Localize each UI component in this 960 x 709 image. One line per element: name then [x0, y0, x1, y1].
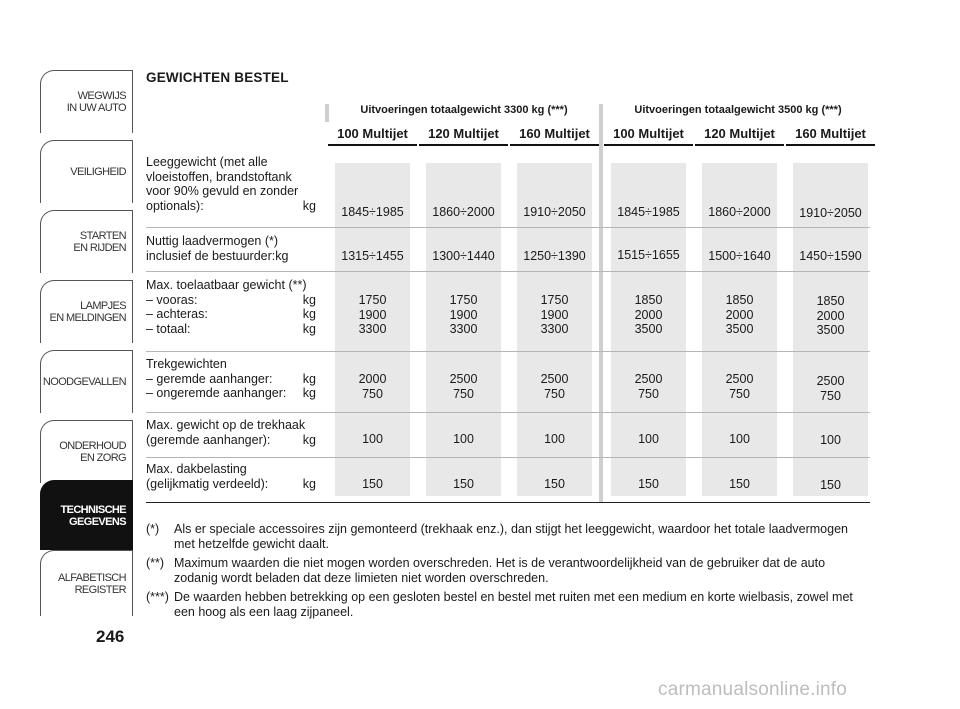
- footnote-mark: (***): [146, 590, 169, 604]
- group-divider-middle: [599, 104, 603, 502]
- group-header-3500: Uitvoeringen totaalgewicht 3500 kg (***): [634, 104, 842, 116]
- table-cell: 1910÷2050: [799, 206, 862, 220]
- footnote-mark: (*): [146, 522, 160, 536]
- row-label-nuttig-laadvermogen: Nuttig laadvermogen (*) inclusief de bestuurder:kg: [146, 234, 289, 263]
- footnote-text: Als er speciale accessoires zijn gemonteerd (trekhaak enz.), dan stijgt het leeggewicht, waardoor het totale laadvermogen met hetzelfde gewicht daalt.: [174, 522, 848, 551]
- footnote-text: Maximum waarden die niet mogen worden overschreden. Het is de verantwoordelijkheid van de gebruiker dat de auto zodanig wordt beladen dat deze limieten niet worden overschreden.: [174, 556, 826, 585]
- table-cell: 1750 1900 3300: [540, 293, 569, 336]
- page-number: 246: [96, 627, 125, 646]
- column-header: 160 Multijet: [786, 126, 875, 146]
- column-header: 120 Multijet: [419, 126, 508, 146]
- table-cell: 1750 1900 3300: [358, 293, 387, 336]
- table-cell: 2500 750: [634, 372, 663, 401]
- table-cell: 1850 2000 3500: [725, 293, 754, 336]
- tab-technische-gegevens[interactable]: TECHNISCHE GEGEVENS: [40, 480, 133, 550]
- table-cell: 100: [544, 432, 565, 446]
- table-cell: 1250÷1390: [523, 249, 586, 263]
- table-cell: 2500 750: [816, 374, 845, 403]
- column-header: 100 Multijet: [328, 126, 417, 146]
- footnote: [146, 556, 866, 586]
- table-cell: 1515÷1655: [617, 248, 680, 262]
- table-bottom-line: [146, 502, 870, 503]
- table-cell: 100: [362, 432, 383, 446]
- row-label-max-toelaatbaar-gewicht: Max. toelaatbaar gewicht (**) – vooras: kg – achteras: kg – totaal: kg: [146, 278, 316, 336]
- group-header-3300: Uitvoeringen totaalgewicht 3300 kg (***): [360, 104, 568, 116]
- row-label-leeggewicht: Leeggewicht (met alle vloeistoffen, brandstoftank voor 90% gevuld en zonder optionals): kg: [146, 155, 316, 213]
- table-cell: 100: [820, 433, 841, 447]
- table-cell: 2500 750: [540, 372, 569, 401]
- footnote: [146, 522, 866, 552]
- table-cell: 1750 1900 3300: [449, 293, 478, 336]
- table-cell: 1450÷1590: [799, 249, 862, 263]
- watermark: carmanualsonline.info: [658, 679, 848, 700]
- row-divider: [146, 271, 870, 272]
- row-divider: [146, 351, 870, 352]
- tab-onderhoud[interactable]: ONDERHOUD EN ZORG: [40, 420, 133, 483]
- footnote: [146, 590, 866, 620]
- row-divider: [146, 457, 870, 458]
- page-title: GEWICHTEN BESTEL: [146, 70, 289, 85]
- row-divider: [146, 227, 870, 228]
- table-cell: 150: [453, 477, 474, 491]
- table-cell: 1300÷1440: [432, 249, 495, 263]
- table-cell: 2500 750: [449, 372, 478, 401]
- footnotes: [146, 522, 866, 624]
- row-label-dakbelasting: Max. dakbelasting (gelijkmatig verdeeld): kg: [146, 462, 316, 491]
- column-header: 120 Multijet: [695, 126, 784, 146]
- row-label-trekgewichten: Trekgewichten – geremde aanhanger: kg – ongeremde aanhanger: kg: [146, 357, 316, 400]
- footnote-text: De waarden hebben betrekking op een gesloten bestel en bestel met ruiten met een medium en korte wielbasis, zowel met een hoog als een laag zijpaneel.: [174, 590, 853, 619]
- table-cell: 1910÷2050: [523, 205, 586, 219]
- table-cell: 1850 2000 3500: [634, 293, 663, 336]
- table-cell: 150: [362, 477, 383, 491]
- table-cell: 100: [453, 432, 474, 446]
- tab-starten[interactable]: STARTEN EN RIJDEN: [40, 210, 133, 273]
- row-divider: [146, 412, 870, 413]
- table-cell: 100: [729, 432, 750, 446]
- tab-lampjes[interactable]: LAMPJES EN MELDINGEN: [40, 280, 133, 343]
- table-cell: 150: [729, 477, 750, 491]
- table-cell: 1850 2000 3500: [816, 294, 845, 337]
- tab-wegwijs[interactable]: WEGWIJS IN UW AUTO: [40, 70, 133, 133]
- column-header: 160 Multijet: [510, 126, 599, 146]
- table-cell: 2500 750: [725, 372, 754, 401]
- table-cell: 1845÷1985: [341, 205, 404, 219]
- table-cell: 150: [820, 478, 841, 492]
- table-cell: 100: [638, 432, 659, 446]
- column-header: 100 Multijet: [604, 126, 693, 146]
- table-cell: 150: [544, 477, 565, 491]
- footnote-mark: (**): [146, 556, 165, 570]
- table-cell: 1860÷2000: [432, 205, 495, 219]
- table-cell: 1500÷1640: [708, 249, 771, 263]
- group-divider-left: [325, 104, 329, 122]
- tab-noodgevallen[interactable]: NOODGEVALLEN: [40, 350, 133, 413]
- table-cell: 150: [638, 477, 659, 491]
- table-cell: 1845÷1985: [617, 205, 680, 219]
- tab-veiligheid[interactable]: VEILIGHEID: [40, 140, 133, 203]
- table-cell: 1315÷1455: [341, 249, 404, 263]
- table-cell: 2000 750: [358, 372, 387, 401]
- row-label-gewicht-trekhaak: Max. gewicht op de trekhaak (geremde aanhanger): kg: [146, 418, 316, 447]
- table-cell: 1860÷2000: [708, 205, 771, 219]
- tab-alfabetisch[interactable]: ALFABETISCH REGISTER: [40, 550, 133, 616]
